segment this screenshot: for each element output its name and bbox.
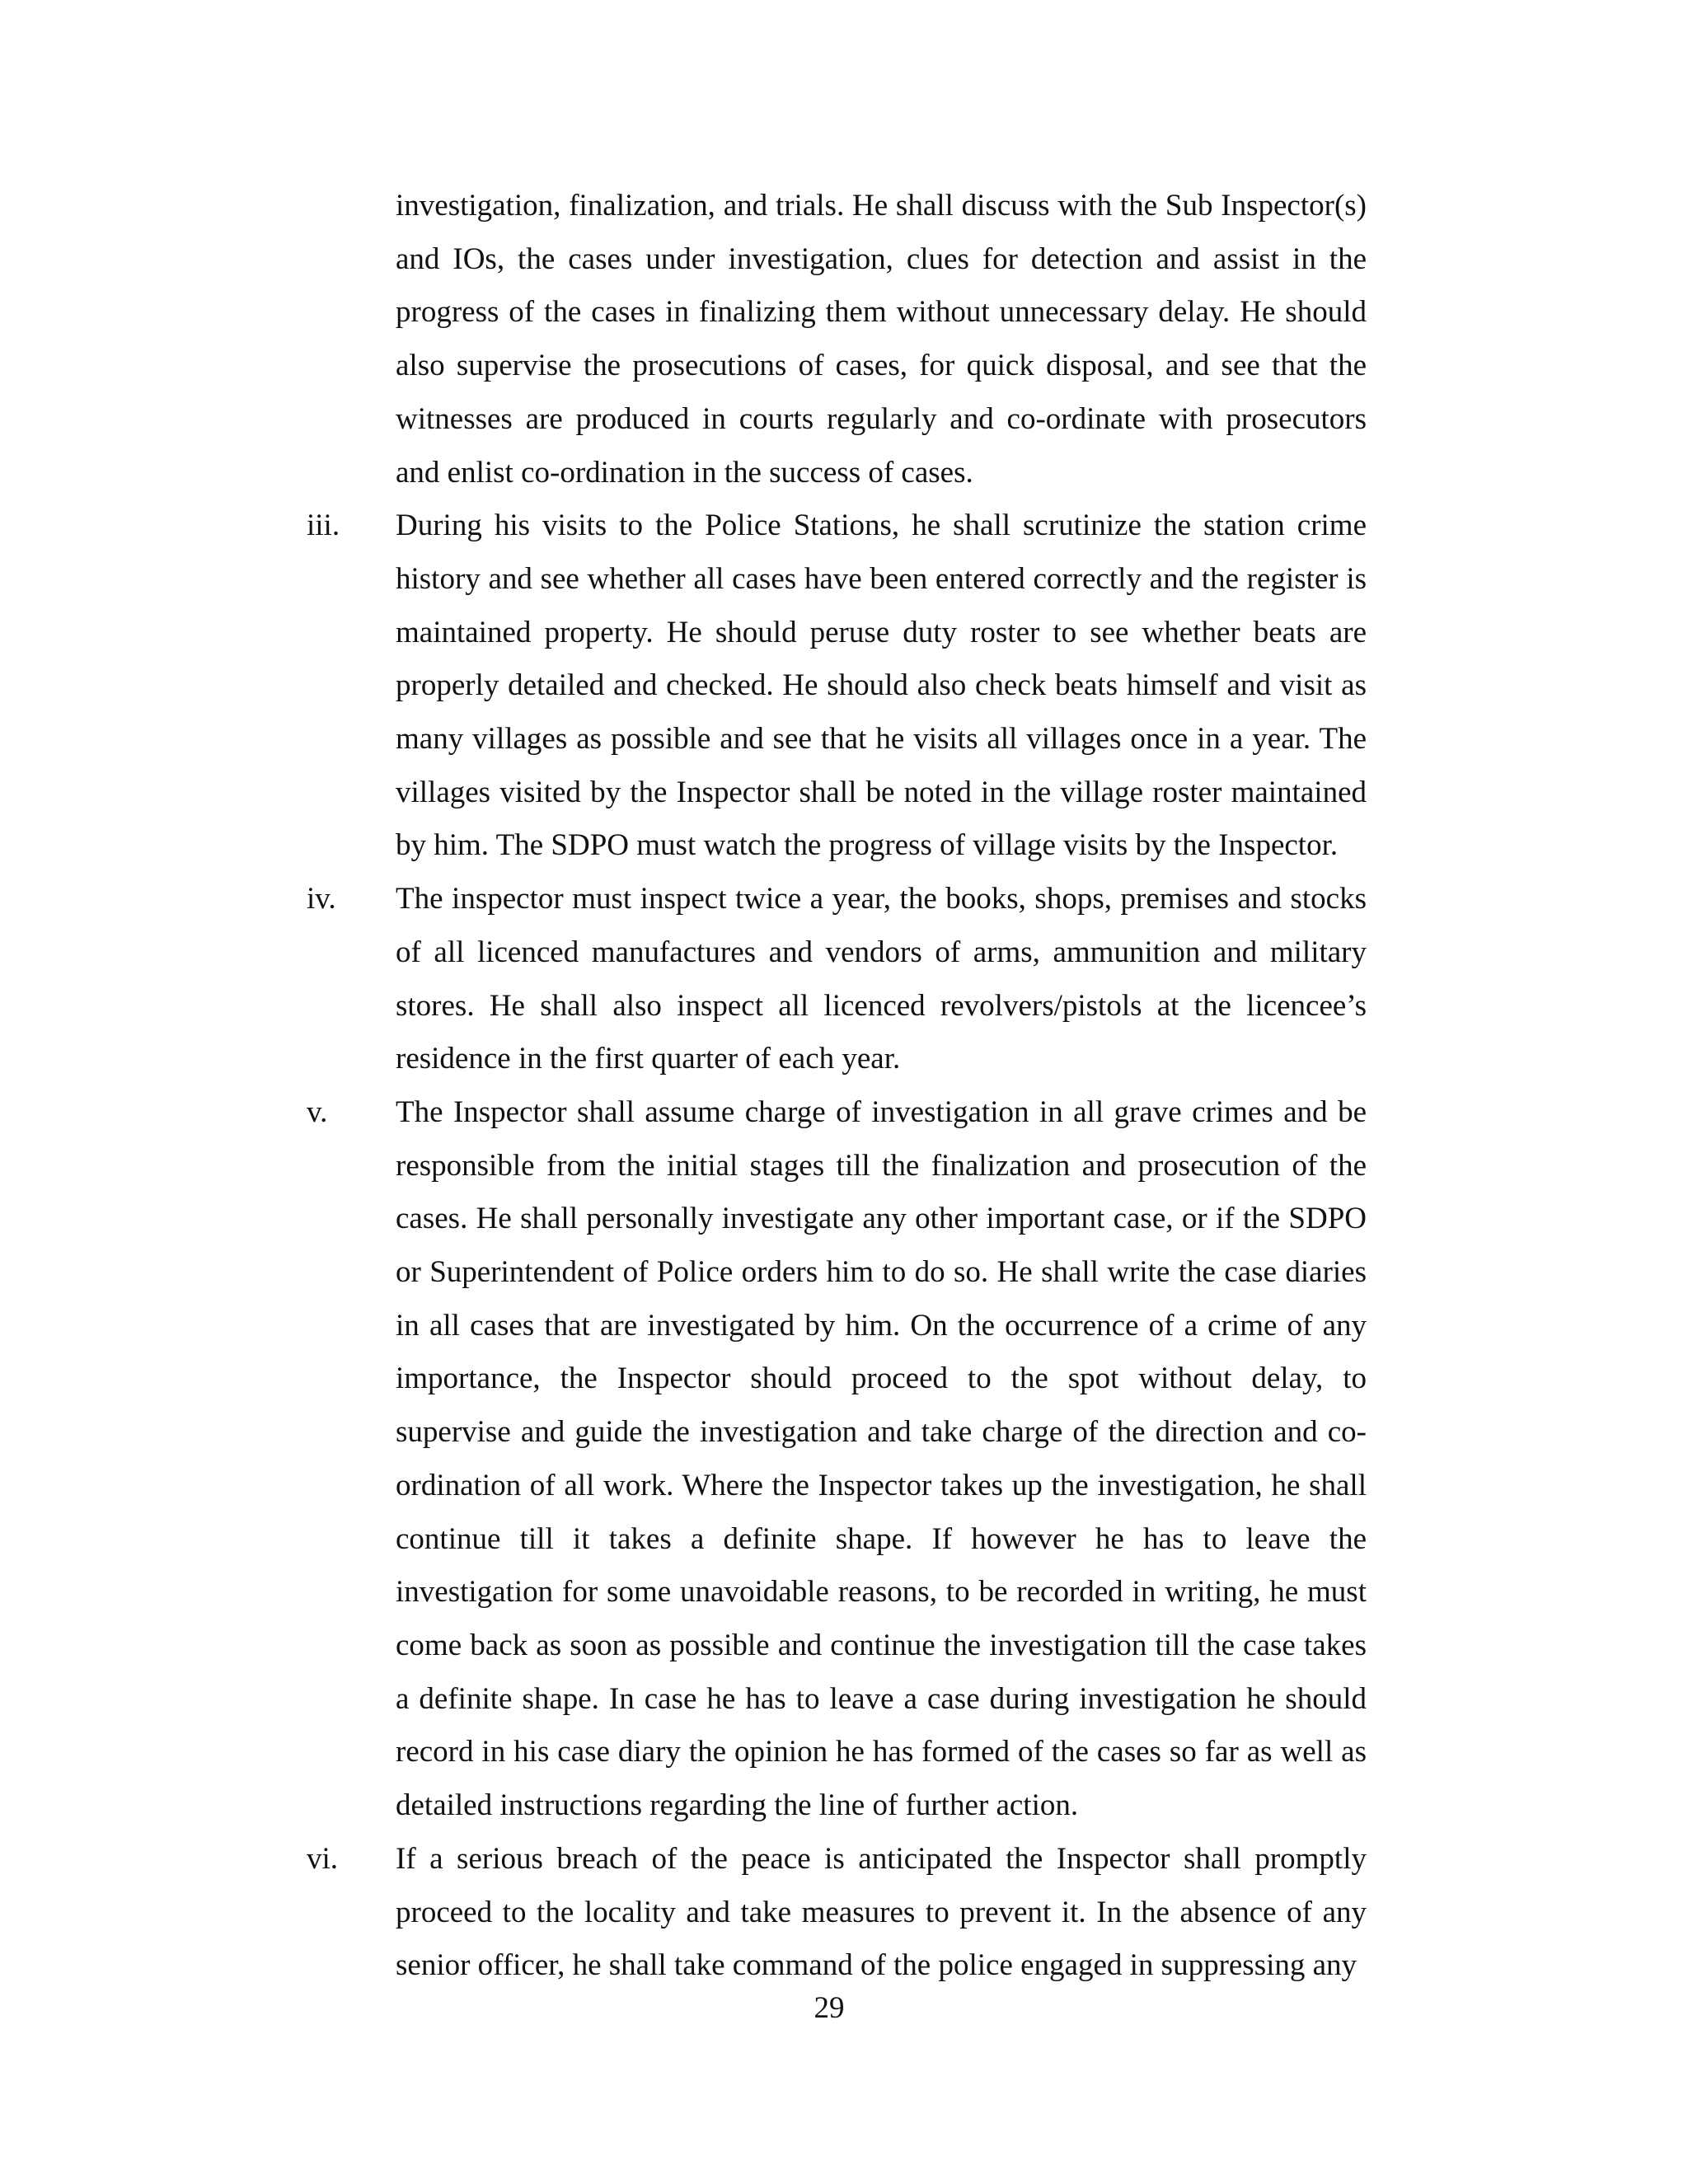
list-marker: v. [307,1094,328,1129]
paragraph-text: The inspector must inspect twice a year, the books, shops, premises and stocks of all licenced manufactures and vendors of arms, ammunition and military stores. He shall also inspect all licenced revolvers/pistols at the licencee’s residence in the first quarter of each year. [396,882,1367,1076]
list-item-iii [307,499,1367,873]
list-marker: iv. [307,882,336,916]
paragraph-text: investigation, finalization, and trials. He shall discuss with the Sub Inspector(s) and IOs, the cases under investigation, clues for detection and assist in the progress of the cases in finalizing them without unnecessary delay. He should also supervise the prosecutions of cases, for quick disposal, and see that the witnesses are produced in courts regularly and co-ordinate with prosecutors and enlist co-ordination in the success of cases. [396,189,1367,490]
list-marker: vi. [307,1841,339,1876]
list-item-iv [307,873,1367,1086]
paragraph-continuation [307,180,1367,499]
paragraph-text: The Inspector shall assume charge of investigation in all grave crimes and be responsible from the initial stages till the finalization and prosecution of the cases. He shall personally investigate any other important case, or if the SDPO or Superintendent of Police orders him to do so. He shall write the case diaries in all cases that are investigated by him. On the occurrence of a crime of any importance, the Inspector should proceed to the spot without delay, to supervise and guide the investigation and take charge of the direction and co-ordination of all work. Where the Inspector takes up the investigation, he shall continue till it takes a definite shape. If however he has to leave the investigation for some unavoidable reasons, to be recorded in writing, he must come back as soon as possible and continue the investigation till the case takes a definite shape. In case he has to leave a case during investigation he should record in his case diary the opinion he has formed of the cases so far as well as detailed instructions regarding the line of further action. [396,1094,1367,1823]
page-number: 29 [814,1991,845,2025]
list-marker: iii. [307,509,340,543]
paragraph-text: During his visits to the Police Stations, he shall scrutinize the station crime history and see whether all cases have been entered correctly and the register is maintained property. He should peruse duty roster to see whether beats are properly detailed and checked. He should also check beats himself and visit as many villages as possible and see that he visits all villages once in a year. The villages visited by the Inspector shall be noted in the village roster maintained by him. The SDPO must watch the progress of village visits by the Inspector. [396,509,1367,863]
document-body [307,180,1367,1993]
list-item-v [307,1086,1367,1833]
paragraph-text: If a serious breach of the peace is anticipated the Inspector shall promptly proceed to the locality and take measures to prevent it. In the absence of any senior officer, he shall take command of the police engaged in suppressing any [396,1841,1367,1983]
list-item-vi [307,1833,1367,1993]
